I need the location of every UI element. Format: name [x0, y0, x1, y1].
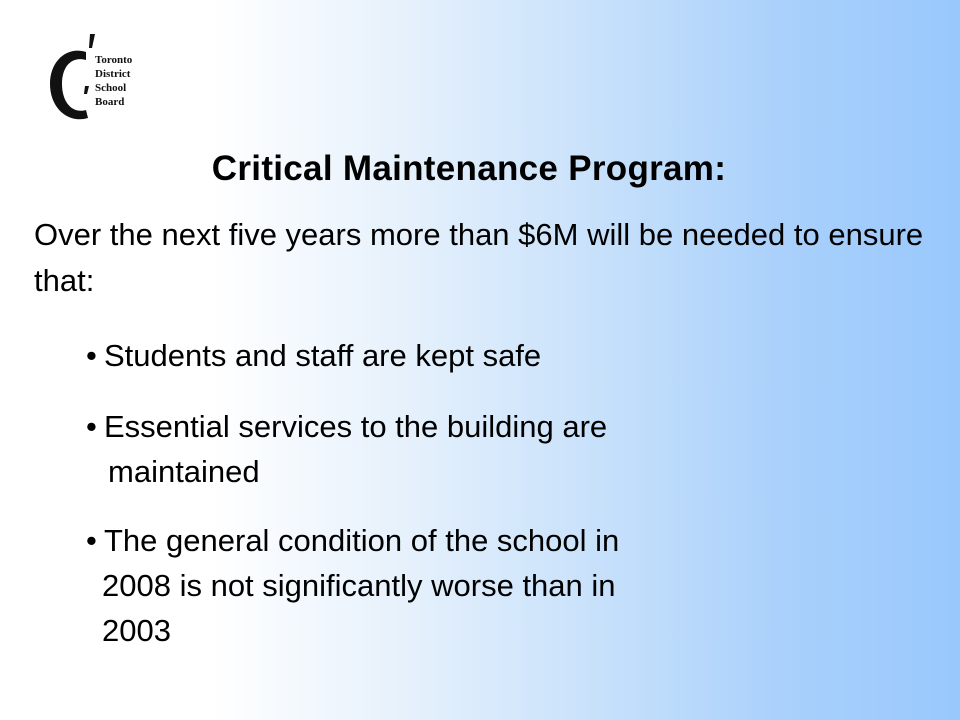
tdsb-logo — [42, 30, 144, 128]
bullet-dot: • — [86, 338, 97, 373]
bullet-item — [86, 404, 607, 449]
logo-line: Board — [95, 96, 125, 108]
bullet-item — [86, 518, 619, 563]
bullet-text: Students and staff are kept safe — [104, 338, 542, 373]
slide-title: Critical Maintenance Program: — [211, 149, 727, 188]
bullet-dot: • — [86, 523, 97, 558]
bullet-text: The general condition of the school in — [104, 523, 620, 558]
bullet-continuation: maintained — [108, 454, 260, 489]
logo-line: District — [95, 68, 131, 80]
logo-line: School — [95, 82, 127, 94]
intro-text: Over the next five years more than $6M will be needed to ensure that: — [34, 217, 924, 298]
logo-line: Toronto — [95, 54, 133, 66]
logo-wordmark — [95, 53, 132, 109]
bullet-dot: • — [86, 409, 97, 444]
bullet-item — [86, 333, 541, 378]
bullet-continuation: 2003 — [102, 613, 171, 648]
bullet-continuation: 2008 is not significantly worse than in — [102, 568, 616, 603]
bullet-text: Essential services to the building are — [104, 409, 608, 444]
